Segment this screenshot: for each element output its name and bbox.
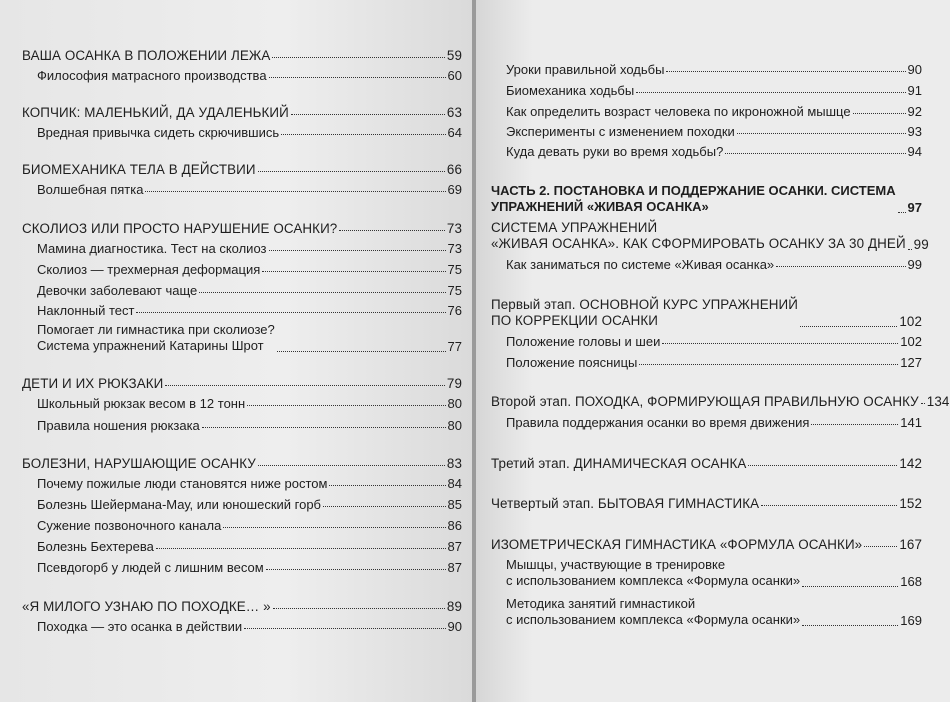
toc-title: Волшебная пятка — [37, 182, 144, 197]
toc-page-number: 66 — [446, 162, 462, 177]
toc-page-number: 141 — [900, 415, 922, 430]
toc-title: Третий этап. ДИНАМИЧЕСКАЯ ОСАНКА — [491, 456, 747, 471]
toc-title — [491, 220, 906, 252]
toc-page-number: 99 — [907, 257, 922, 272]
toc-leader — [802, 625, 898, 626]
toc-title — [506, 596, 800, 628]
toc-entry — [506, 104, 922, 119]
toc-entry — [506, 557, 922, 589]
toc-title: Почему пожилые люди становятся ниже ростом — [37, 476, 328, 491]
toc-title: ВАША ОСАНКА В ПОЛОЖЕНИИ ЛЕЖА — [22, 48, 271, 63]
toc-page-number: 80 — [447, 418, 462, 433]
toc-entry — [506, 596, 922, 628]
toc-leader — [908, 249, 912, 250]
toc-title: Как заниматься по системе «Живая осанка» — [506, 257, 775, 272]
toc-leader — [748, 465, 897, 466]
toc-page-number: 75 — [447, 262, 462, 277]
toc-entry — [506, 334, 922, 349]
toc-title: Второй этап. ПОХОДКА, ФОРМИРУЮЩАЯ ПРАВИЛЬНУЮ ОСАНКУ — [491, 394, 919, 409]
toc-entry — [491, 394, 950, 409]
toc-title: Биомеханика ходьбы — [506, 83, 635, 98]
toc-leader — [136, 312, 445, 313]
toc-leader — [281, 134, 445, 135]
toc-title: ИЗОМЕТРИЧЕСКАЯ ГИМНАСТИКА «ФОРМУЛА ОСАНКИ» — [491, 537, 863, 552]
toc-page-number: 102 — [900, 334, 922, 349]
toc-entry — [506, 144, 922, 159]
toc-entry — [491, 496, 922, 511]
toc-entry — [506, 124, 922, 139]
toc-title — [506, 557, 800, 589]
toc-title: Как определить возраст человека по икроножной мышце — [506, 104, 851, 119]
toc-title-line: Мышцы, участвующие в тренировке — [506, 557, 726, 572]
toc-title: Эксперименты с изменением походки — [506, 124, 735, 139]
toc-page-number: 168 — [900, 574, 922, 589]
toc-entry — [22, 599, 462, 614]
toc-page-number: 99 — [913, 237, 929, 252]
toc-title: Философия матрасного производства — [37, 68, 267, 83]
toc-leader — [802, 586, 898, 587]
toc-entry — [37, 262, 462, 277]
toc-title: КОПЧИК: МАЛЕНЬКИЙ, ДА УДАЛЕНЬКИЙ — [22, 105, 289, 120]
toc-entry — [37, 539, 462, 554]
toc-title-line: СИСТЕМА УПРАЖНЕНИЙ — [491, 220, 658, 235]
toc-title — [491, 297, 798, 329]
toc-leader — [269, 77, 446, 78]
toc-title-line: Система упражнений Катарины Шрот — [37, 338, 264, 353]
toc-title-line: «ЖИВАЯ ОСАНКА». КАК СФОРМИРОВАТЬ ОСАНКУ ЗА 30 ДНЕЙ — [491, 236, 906, 251]
toc-title — [491, 183, 896, 215]
toc-title-line: с использованием комплекса «Формула осанки» — [506, 573, 801, 588]
toc-entry — [22, 376, 462, 391]
toc-leader — [244, 628, 445, 629]
toc-entry — [506, 83, 922, 98]
toc-title: Наклонный тест — [37, 303, 135, 318]
toc-page-number: 59 — [446, 48, 462, 63]
toc-entry — [491, 220, 929, 252]
toc-page-number: 94 — [907, 144, 922, 159]
toc-leader — [761, 505, 897, 506]
toc-page-number: 79 — [446, 376, 462, 391]
toc-entry — [491, 537, 922, 552]
toc-page-number: 69 — [447, 182, 462, 197]
toc-leader — [266, 569, 446, 570]
toc-entry — [491, 297, 922, 329]
toc-page-number: 60 — [447, 68, 462, 83]
toc-entry — [37, 182, 462, 197]
toc-leader — [339, 230, 445, 231]
toc-title: Уроки правильной ходьбы — [506, 62, 665, 77]
toc-entry — [37, 560, 462, 575]
toc-title: Положение поясницы — [506, 355, 638, 370]
toc-entry — [37, 497, 462, 512]
toc-entry — [491, 456, 922, 471]
toc-title: Походка — это осанка в действии — [37, 619, 243, 634]
toc-leader — [202, 427, 446, 428]
toc-leader — [639, 364, 898, 365]
toc-entry — [22, 456, 462, 471]
toc-title: Девочки заболевают чаще — [37, 283, 198, 298]
toc-page-number: 80 — [447, 396, 462, 411]
toc-entry — [37, 303, 462, 318]
toc-entry — [491, 183, 922, 215]
toc-title-line: УПРАЖНЕНИЙ «ЖИВАЯ ОСАНКА» — [491, 199, 709, 214]
toc-title: «Я МИЛОГО УЗНАЮ ПО ПОХОДКЕ… » — [22, 599, 271, 614]
toc-page-number: 89 — [446, 599, 462, 614]
toc-page-number: 87 — [447, 539, 462, 554]
toc-leader — [725, 153, 905, 154]
toc-title: Куда девать руки во время ходьбы? — [506, 144, 724, 159]
toc-leader — [247, 405, 445, 406]
toc-leader — [323, 506, 446, 507]
toc-title: СКОЛИОЗ ИЛИ ПРОСТО НАРУШЕНИЕ ОСАНКИ? — [22, 221, 338, 236]
toc-leader — [921, 403, 925, 404]
toc-title: Мамина диагностика. Тест на сколиоз — [37, 241, 267, 256]
toc-entry — [506, 355, 922, 370]
toc-title-line: с использованием комплекса «Формула осанки» — [506, 612, 801, 627]
toc-entry — [37, 283, 462, 298]
toc-page-number: 152 — [899, 496, 922, 511]
toc-page-number: 97 — [907, 200, 922, 215]
toc-entry — [37, 476, 462, 491]
toc-page-number: 93 — [907, 124, 922, 139]
toc-page-number: 84 — [447, 476, 462, 491]
toc-title: Болезнь Бехтерева — [37, 539, 154, 554]
toc-leader — [156, 548, 446, 549]
toc-title-line: Методика занятий гимнастикой — [506, 596, 696, 611]
toc-page-number: 142 — [899, 456, 922, 471]
toc-entry — [22, 48, 462, 63]
toc-left — [0, 0, 474, 702]
toc-leader — [853, 113, 906, 114]
toc-entry — [37, 619, 462, 634]
toc-leader — [329, 485, 445, 486]
toc-page-number: 75 — [447, 283, 462, 298]
toc-entry — [506, 415, 922, 430]
toc-leader — [666, 71, 905, 72]
toc-leader — [776, 266, 905, 267]
toc-title: БИОМЕХАНИКА ТЕЛА В ДЕЙСТВИИ — [22, 162, 256, 177]
toc-page-number: 90 — [447, 619, 462, 634]
toc-page-number: 64 — [447, 125, 462, 140]
toc-page-number: 127 — [900, 355, 922, 370]
toc-leader — [800, 326, 897, 327]
toc-leader — [662, 343, 898, 344]
toc-entry — [37, 518, 462, 533]
toc-page-number: 169 — [900, 613, 922, 628]
toc-title: Сколиоз — трехмерная деформация — [37, 262, 261, 277]
toc-page-number: 91 — [907, 83, 922, 98]
toc-title: Правила ношения рюкзака — [37, 418, 200, 433]
toc-right — [476, 0, 950, 702]
toc-page-number: 134 — [926, 394, 950, 409]
toc-title-line: Помогает ли гимнастика при сколиозе? — [37, 322, 275, 337]
toc-page-number: 73 — [447, 241, 462, 256]
toc-title — [37, 322, 275, 354]
left-page — [0, 0, 474, 702]
toc-title: ДЕТИ И ИХ РЮКЗАКИ — [22, 376, 164, 391]
toc-leader — [898, 212, 906, 213]
toc-page-number: 83 — [446, 456, 462, 471]
toc-leader — [737, 133, 906, 134]
toc-title: Сужение позвоночного канала — [37, 518, 222, 533]
toc-entry — [37, 241, 462, 256]
toc-entry — [37, 418, 462, 433]
toc-entry — [37, 396, 462, 411]
toc-title: Вредная привычка сидеть скрючившись — [37, 125, 280, 140]
toc-entry — [22, 221, 462, 236]
toc-entry — [506, 62, 922, 77]
toc-leader — [811, 424, 898, 425]
toc-page-number: 87 — [447, 560, 462, 575]
toc-page-number: 102 — [899, 314, 922, 329]
toc-leader — [273, 608, 445, 609]
toc-title-line: ЧАСТЬ 2. ПОСТАНОВКА И ПОДДЕРЖАНИЕ ОСАНКИ. СИСТЕМА — [491, 183, 896, 198]
toc-leader — [636, 92, 905, 93]
toc-title-line: ПО КОРРЕКЦИИ ОСАНКИ — [491, 313, 659, 328]
toc-page-number: 92 — [907, 104, 922, 119]
toc-page-number: 63 — [446, 105, 462, 120]
toc-entry — [22, 105, 462, 120]
toc-entry — [37, 68, 462, 83]
toc-leader — [269, 250, 446, 251]
toc-page-number: 90 — [907, 62, 922, 77]
toc-title-line: Первый этап. ОСНОВНОЙ КУРС УПРАЖНЕНИЙ — [491, 297, 798, 312]
toc-leader — [199, 292, 445, 293]
right-page — [476, 0, 950, 702]
toc-page-number: 76 — [447, 303, 462, 318]
toc-leader — [145, 191, 445, 192]
toc-leader — [277, 351, 446, 352]
toc-page-number: 86 — [447, 518, 462, 533]
toc-title: Правила поддержания осанки во время движения — [506, 415, 810, 430]
toc-title: БОЛЕЗНИ, НАРУШАЮЩИЕ ОСАНКУ — [22, 456, 256, 471]
toc-entry — [506, 257, 922, 272]
toc-title: Положение головы и шеи — [506, 334, 661, 349]
toc-page-number: 167 — [899, 537, 922, 552]
toc-title: Псевдогорб у людей с лишним весом — [37, 560, 264, 575]
toc-page-number: 77 — [447, 339, 462, 354]
toc-title: Болезнь Шейермана-Мау, или юношеский горб — [37, 497, 322, 512]
toc-leader — [864, 546, 897, 547]
toc-page-number: 73 — [446, 221, 462, 236]
toc-title: Школьный рюкзак весом в 12 тонн — [37, 396, 246, 411]
toc-title: Четвертый этап. БЫТОВАЯ ГИМНАСТИКА — [491, 496, 760, 511]
toc-entry — [37, 125, 462, 140]
toc-leader — [262, 271, 445, 272]
toc-leader — [258, 465, 445, 466]
toc-leader — [291, 114, 445, 115]
toc-leader — [272, 57, 445, 58]
toc-leader — [258, 171, 445, 172]
toc-entry — [22, 162, 462, 177]
toc-leader — [223, 527, 445, 528]
toc-entry — [37, 322, 462, 354]
toc-page-number: 85 — [447, 497, 462, 512]
toc-leader — [165, 385, 444, 386]
